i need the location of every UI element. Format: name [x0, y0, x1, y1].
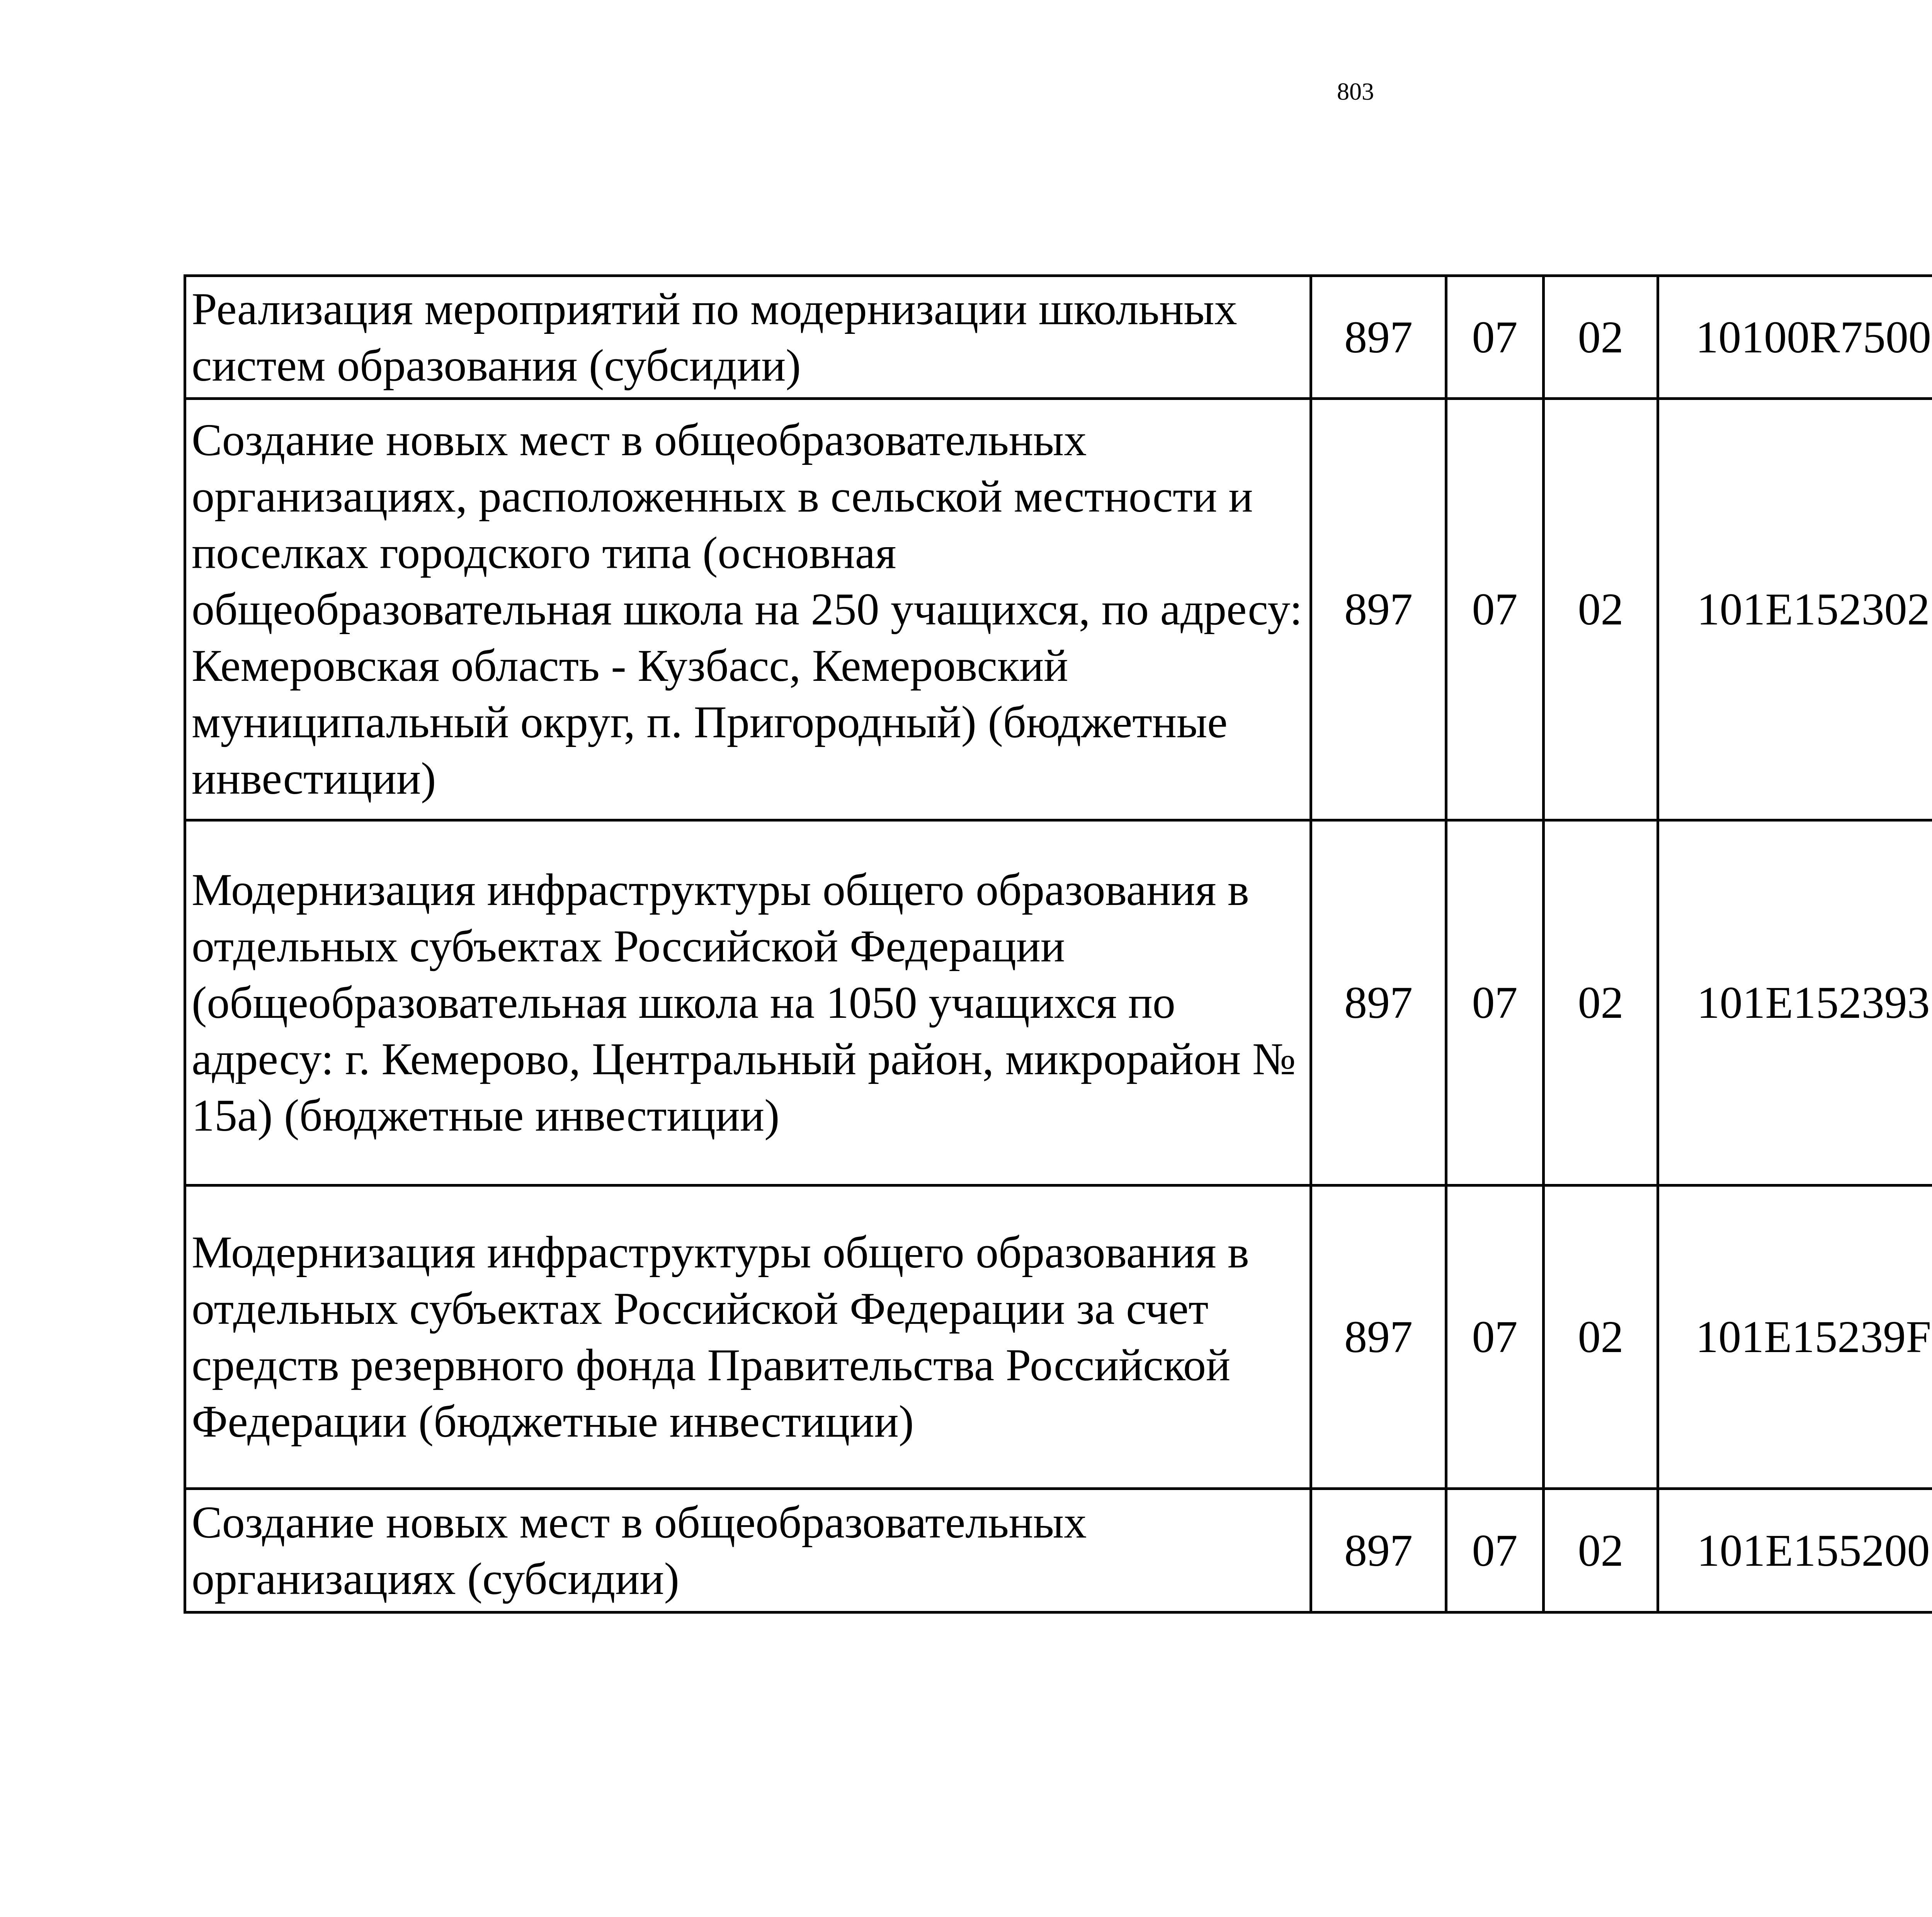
row-target-article: 101E155200: [1658, 1489, 1932, 1613]
table-row: [185, 1489, 1932, 1613]
row-subsection-code: 02: [1544, 399, 1658, 820]
table-row: [185, 399, 1932, 820]
row-section-code: 07: [1446, 1186, 1544, 1489]
row-ministry-code: 897: [1311, 820, 1446, 1186]
row-ministry-code: 897: [1311, 399, 1446, 820]
row-description: Модернизация инфраструктуры общего образования в отдельных субъектах Российской Федерации (общеобразовательная школа на 1050 учащихся по адресу: г. Кемерово, Центральный район, микрорайон № 15а) (бюджетные инвестиции): [185, 820, 1311, 1186]
row-target-article: 101E152393: [1658, 820, 1932, 1186]
row-target-article: 101E15239F: [1658, 1186, 1932, 1489]
row-subsection-code: 02: [1544, 1489, 1658, 1613]
row-section-code: 07: [1446, 820, 1544, 1186]
row-section-code: 07: [1446, 399, 1544, 820]
table-row: [185, 1186, 1932, 1489]
row-subsection-code: 02: [1544, 820, 1658, 1186]
page-number: 803: [1337, 78, 1374, 105]
row-target-article: 10100R7500: [1658, 276, 1932, 399]
row-description: Модернизация инфраструктуры общего образования в отдельных субъектах Российской Федерации за счет средств резервного фонда Правительства Российской Федерации (бюджетные инвестиции): [185, 1186, 1311, 1489]
row-subsection-code: 02: [1544, 276, 1658, 399]
row-ministry-code: 897: [1311, 1489, 1446, 1613]
table-row: [185, 820, 1932, 1186]
table-row: [185, 276, 1932, 399]
budget-table: [184, 274, 1932, 1614]
row-description: Реализация мероприятий по модернизации школьных систем образования (субсидии): [185, 276, 1311, 399]
row-ministry-code: 897: [1311, 276, 1446, 399]
row-ministry-code: 897: [1311, 1186, 1446, 1489]
row-description: Создание новых мест в общеобразовательных организациях, расположенных в сельской местности и поселках городского типа (основная общеобразовательная школа на 250 учащихся, по адресу: Кемеровская область - Кузбасс, Кемеровский муниципальный округ, п. Пригородный) (бюджетные инвестиции): [185, 399, 1311, 820]
row-subsection-code: 02: [1544, 1186, 1658, 1489]
row-description: Создание новых мест в общеобразовательных организациях (субсидии): [185, 1489, 1311, 1613]
row-target-article: 101E152302: [1658, 399, 1932, 820]
row-section-code: 07: [1446, 1489, 1544, 1613]
row-section-code: 07: [1446, 276, 1544, 399]
